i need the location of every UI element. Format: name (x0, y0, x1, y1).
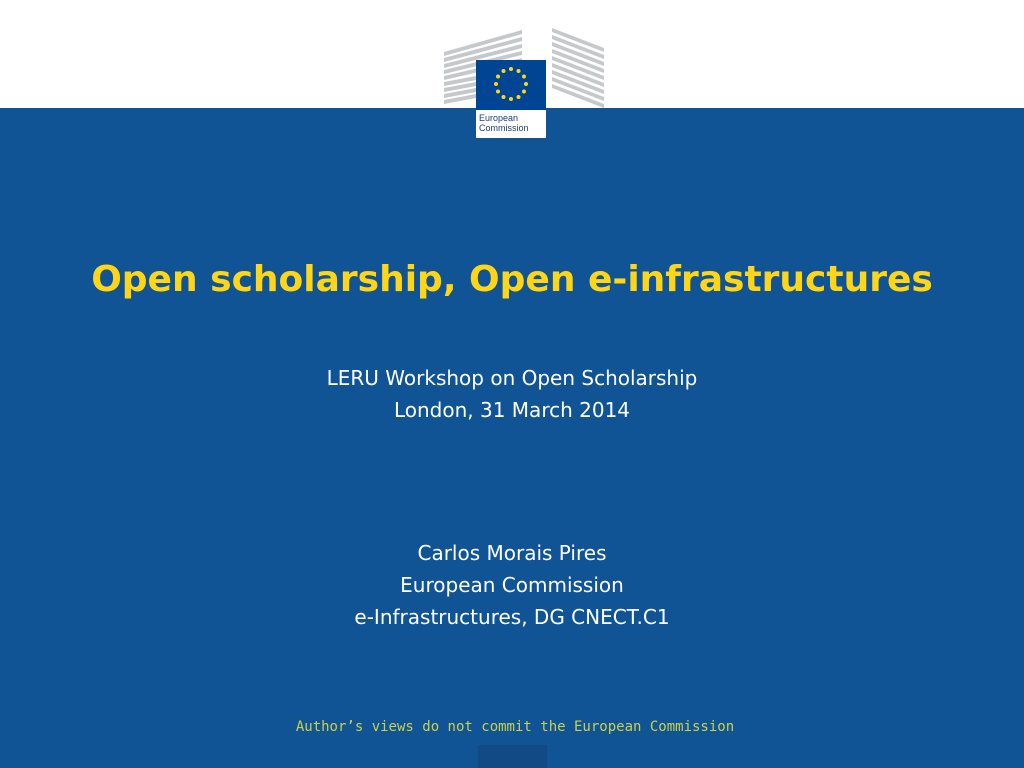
logo-label (476, 110, 546, 138)
building-right-wing (552, 28, 604, 108)
logo-label-line2: Commission (479, 123, 529, 133)
event-info (0, 362, 1024, 426)
event-date-location: London, 31 March 2014 (393, 398, 631, 422)
author-name: Carlos Morais Pires (417, 541, 607, 565)
logo-label-line1: European (479, 113, 519, 123)
author-info (0, 537, 1024, 633)
event-name: LERU Workshop on Open Scholarship (326, 366, 698, 390)
footer-tab (478, 745, 547, 768)
disclaimer: Author’s views do not commit the European Commission (295, 719, 735, 735)
slide-title: Open scholarship, Open e-infrastructures (91, 259, 933, 300)
author-unit: e-Infrastructures, DG CNECT.C1 (354, 605, 670, 629)
slide-background (0, 108, 1024, 768)
author-organisation: European Commission (400, 573, 624, 597)
european-commission-logo (440, 26, 608, 138)
